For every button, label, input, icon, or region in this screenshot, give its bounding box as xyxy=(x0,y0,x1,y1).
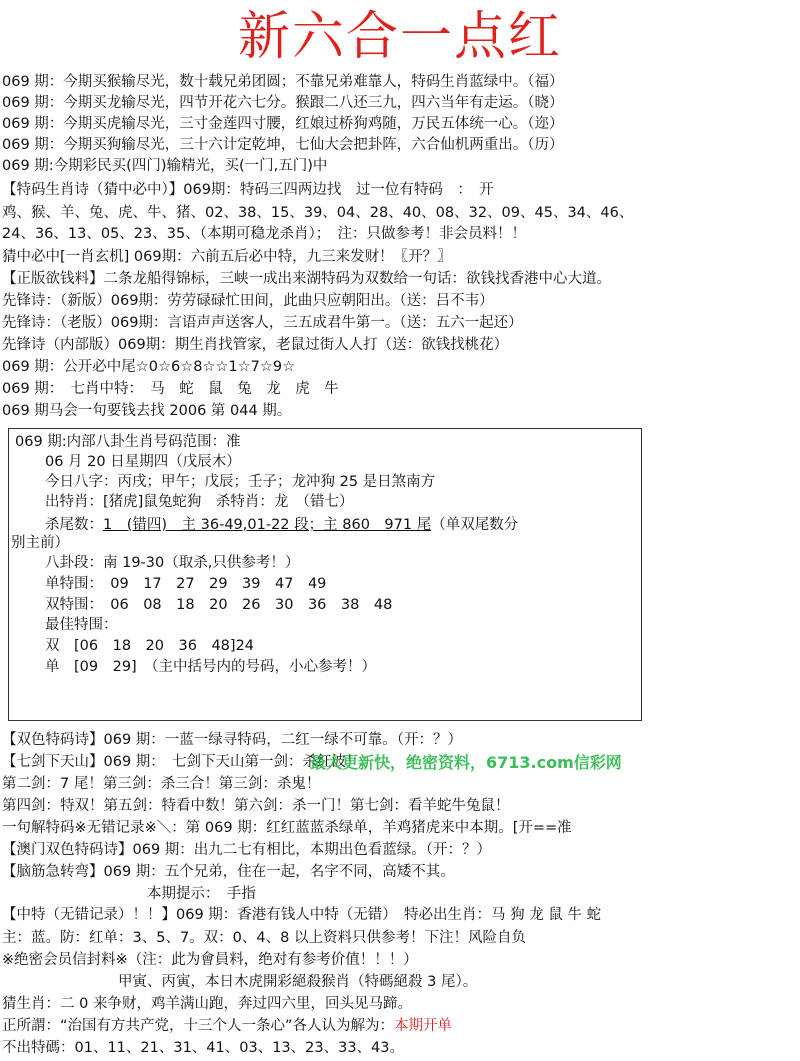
text-line-top: 【正版欲钱料】二条龙船得锦标，三峡一成出来湖特码为双数给一句话：欲钱找香港中心大道。 xyxy=(2,271,611,287)
kill-tail-value: 1 (错四) 主 36-49,01-22 段；主 860 971 尾 xyxy=(103,517,432,533)
text-line-top: 069 期：公开必中尾☆0☆6☆8☆☆1☆7☆9☆ xyxy=(2,359,296,375)
text-line-bottom: 甲寅、丙寅，本日木虎開彩絕殺猴肖（特碼絕殺 3 尾）。 xyxy=(2,974,478,990)
answer-highlight: 本期开单 xyxy=(394,1018,453,1034)
text-line-top: 24、36、13、05、23、35、（本期可稳龙杀肖）； 注：只做参考！非会员料！！ xyxy=(2,226,526,242)
text-line-top: 069 期：今期买龙输尽光，四节开花六七分。猴跟二八还三九，四六当年有走运。（晓） xyxy=(2,95,564,111)
text-line-top: 069 期：今期买狗输尽光，三十六计定乾坤，七仙大会把卦阵，六合仙机两重出。（历） xyxy=(2,137,564,153)
text-line-bottom: 【中特（无错记录）！！】069 期：香港有钱人中特（无错） 特必出生肖：马 狗 龙 鼠 牛 蛇 xyxy=(2,907,602,923)
box-line-odd-range: 单特围： 09 17 27 29 39 47 49 xyxy=(45,576,327,592)
text-line-bottom: 本期提示： 手指 xyxy=(2,886,256,902)
page-title: 新六合一点红 xyxy=(237,7,562,67)
text-line-top: 【特码生肖诗（猜中必中）】069期：特码三四两边找 过一位有特码 ： 开 xyxy=(2,182,494,198)
kill-tail-label: 杀尾数： xyxy=(45,517,103,533)
text-line-bottom: 一句解特码※无错记录※＼：第 069 期：红红蓝蓝杀绿单，羊鸡猪虎来中本期。[开==准 xyxy=(2,820,572,836)
text-line-bottom: 正所謂：“治国有方共产党，十三个人一条心”各人认为解为：本期开单 xyxy=(2,1018,453,1034)
text-line-top: 猜中必中[一肖玄机] 069期：六前五后必中特，九三来发财！〖开？〗 xyxy=(2,249,452,265)
text-line-top: 069 期： 七肖中特： 马 蛇 鼠 兔 龙 虎 牛 xyxy=(2,381,339,397)
text-line-bottom: 主：蓝。防：红单：3、5、7。双：0、4、8 以上资料只供参考！下注！风险自负 xyxy=(2,930,526,946)
box-line-kill-tail xyxy=(45,515,518,535)
text-line-top: 鸡、猴、羊、兔、虎、牛、猪、02、38、15、39、04、28、40、08、32、09、45、34、46、 xyxy=(2,205,634,221)
box-line-bazi: 今日八字：丙戌；甲午；戊辰；壬子；龙冲狗 25 是日煞南方 xyxy=(45,474,436,490)
text-line-top: 069 期：今期买猴输尽光，数十载兄弟团圆；不靠兄弟难靠人，特码生肖蓝绿中。（福） xyxy=(2,74,564,90)
internal-bagua-box xyxy=(8,428,642,721)
box-line-heading: 069 期:内部八卦生肖号码范围：准 xyxy=(15,434,241,450)
box-line-even-range: 双特围： 06 08 18 20 26 30 36 38 48 xyxy=(45,597,393,613)
text-line-top: 069 期：今期买虎输尽光，三寸金莲四寸腰，红娘过桥狗鸡随，万民五体统一心。（迩） xyxy=(2,116,564,132)
text-line-bottom: 【双色特码诗】069 期：一蓝一绿寻特码，二红一绿不可靠。（开：？） xyxy=(2,732,463,748)
box-line-best-label: 最佳特围： xyxy=(45,617,118,633)
box-line-best-even: 双 [06 18 20 36 48]24 xyxy=(45,638,255,654)
text-line-top: 先锋诗：（老版）069期：言语声声送客人，三五成君牛第一。（送：五六一起还） xyxy=(2,315,523,331)
text-line-top: 先锋诗：（新版）069期：劳劳碌碌忙田间，此曲只应朝阳出。（送：吕不韦） xyxy=(2,293,494,309)
text-line-bottom: 【脑筋急转弯】069 期：五个兄弟，住在一起，名字不同，高矮不其。 xyxy=(2,864,455,880)
box-line-zodiac: 出特肖：[猪虎]鼠兔蛇狗 杀特肖：龙 （错七） xyxy=(45,494,354,510)
text-line-top: 069 期马会一句要钱去找 2006 第 044 期。 xyxy=(2,403,292,419)
text-line-bottom: 第二剑：7 尾！第三剑：杀三合！第三剑：杀鬼！ xyxy=(2,776,321,792)
text-line-bottom: 第四剑：特双！第五剑：特看中数！第六剑：杀一门！第七剑：看羊蛇牛兔鼠！ xyxy=(2,798,510,814)
text-line-bottom: 【七剑下天山】069 期： 七剑下天山第一剑：杀红波！ xyxy=(2,754,361,770)
box-line-kill-tail-cont: 别主前） xyxy=(11,535,69,551)
watermark-text: 最大更新快，绝密资料，6713.com信彩网 xyxy=(310,753,622,772)
kill-tail-note: （单双尾数分 xyxy=(431,517,519,533)
text-line-bottom: 不出特碼：01、11、21、31、41、03、13、23、33、43。 xyxy=(2,1040,405,1056)
box-line-best-odd: 单 [09 29] （主中括号内的号码，小心参考！） xyxy=(45,659,376,675)
text-line-bottom: 【澳门双色特码诗】069 期：出九二七有相比，本期出色看蓝绿。（开：？） xyxy=(2,842,492,858)
box-line-bagua: 八卦段：南 19-30（取杀,只供参考！） xyxy=(45,555,300,571)
box-line-date: 06 月 20 日星期四（戊辰木） xyxy=(45,454,241,470)
text-line-bottom: ※绝密会员信封料※（注：此为會員料，绝对有参考价值！！！） xyxy=(2,952,418,968)
text-line-top: 先锋诗（内部版）069期：期生肖找管家，老鼠过街人人打（送：欲钱找桃花） xyxy=(2,337,509,353)
text-line-bottom: 猜生肖：二 0 来争财，鸡羊满山跑，奔过四六里，回头见马蹄。 xyxy=(2,996,412,1012)
text-line-top: 069 期:今期彩民买(四门)输精光，买(一门,五门)中 xyxy=(2,158,328,174)
